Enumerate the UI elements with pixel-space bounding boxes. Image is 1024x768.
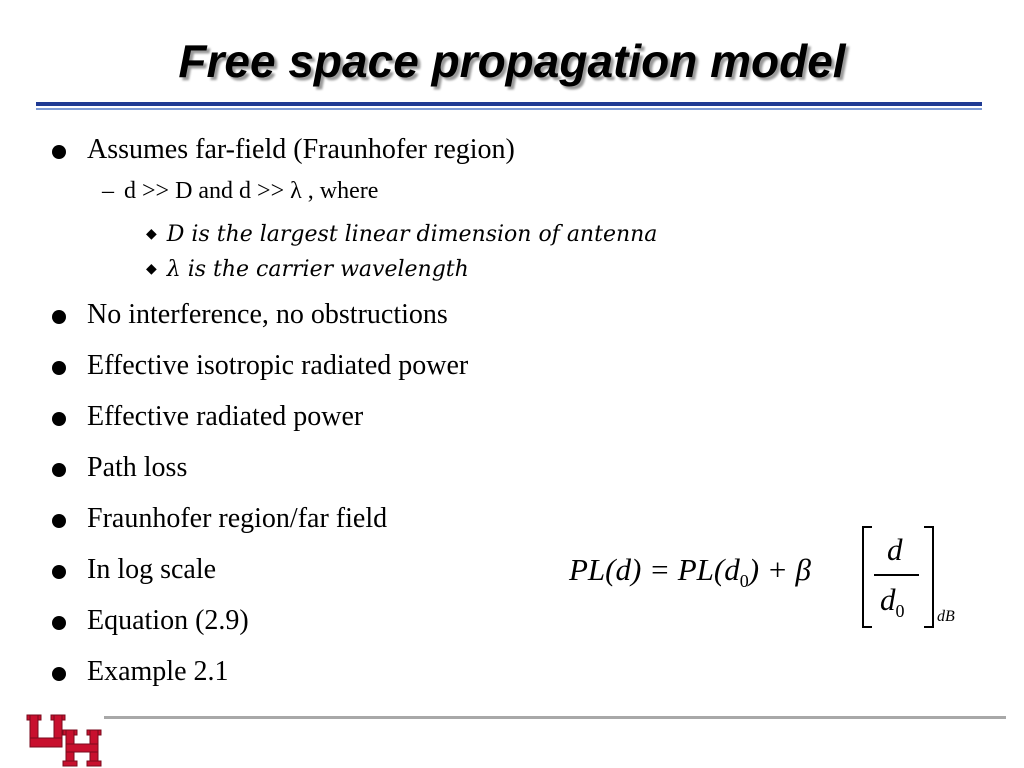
bullet-item: Example 2.1: [87, 656, 229, 687]
sub-bullet-text: d >> D and d >> λ , where: [124, 178, 379, 204]
fraction-denominator: [880, 582, 905, 622]
fraction-denominator-text: d: [880, 582, 896, 617]
bullet-item: Effective isotropic radiated power: [87, 350, 469, 381]
bullet-dot: [52, 565, 66, 579]
bullet-item: Equation (2.9): [87, 605, 249, 636]
bullet-dot: [52, 463, 66, 477]
footer-rule: [104, 716, 1006, 719]
bullet-dot: [52, 361, 66, 375]
equation-lhs-tail: ) + β: [748, 552, 811, 587]
bullet-item: Effective radiated power: [87, 401, 364, 432]
path-loss-equation: [569, 522, 969, 632]
bullet-dot: [52, 667, 66, 681]
bullet-item: Fraunhofer region/far field: [87, 503, 388, 534]
dash-marker: –: [102, 178, 114, 204]
left-bracket: [862, 526, 872, 628]
bullet-dot: [52, 412, 66, 426]
title-underline: [36, 102, 982, 106]
diamond-marker-icon: ◆: [146, 261, 157, 277]
equation-lhs-text: PL(d) = PL(d: [569, 552, 740, 587]
fraction-bar: [874, 574, 919, 576]
fraction-numerator: d: [887, 532, 903, 567]
equation-lhs: [569, 552, 811, 592]
unit-subscript: dB: [937, 608, 955, 625]
sub-sub-bullet-text: D is the largest linear dimension of antenna: [166, 222, 658, 247]
equation-lhs-subscript: 0: [739, 571, 749, 592]
bullet-item: No interference, no obstructions: [87, 299, 448, 330]
sub-sub-bullet-text: λ is the carrier wavelength: [166, 257, 469, 282]
diamond-marker-icon: ◆: [146, 226, 157, 242]
title-underline-thin: [36, 108, 982, 110]
sub-bullet: [102, 176, 378, 206]
bullet-dot: [52, 514, 66, 528]
bullet-item: Path loss: [87, 452, 188, 483]
sub-sub-bullet: [146, 219, 657, 250]
sub-sub-bullet: [146, 254, 469, 285]
bullet-item: In log scale: [87, 554, 217, 585]
bullet-item: Assumes far-field (Fraunhofer region): [87, 134, 515, 165]
uh-logo-icon: [25, 712, 103, 768]
slide-title: Free space propagation model: [178, 35, 846, 87]
right-bracket: [924, 526, 934, 628]
fraction-denominator-subscript: 0: [895, 601, 905, 622]
bullet-dot: [52, 310, 66, 324]
bullet-dot: [52, 145, 66, 159]
bullet-dot: [52, 616, 66, 630]
